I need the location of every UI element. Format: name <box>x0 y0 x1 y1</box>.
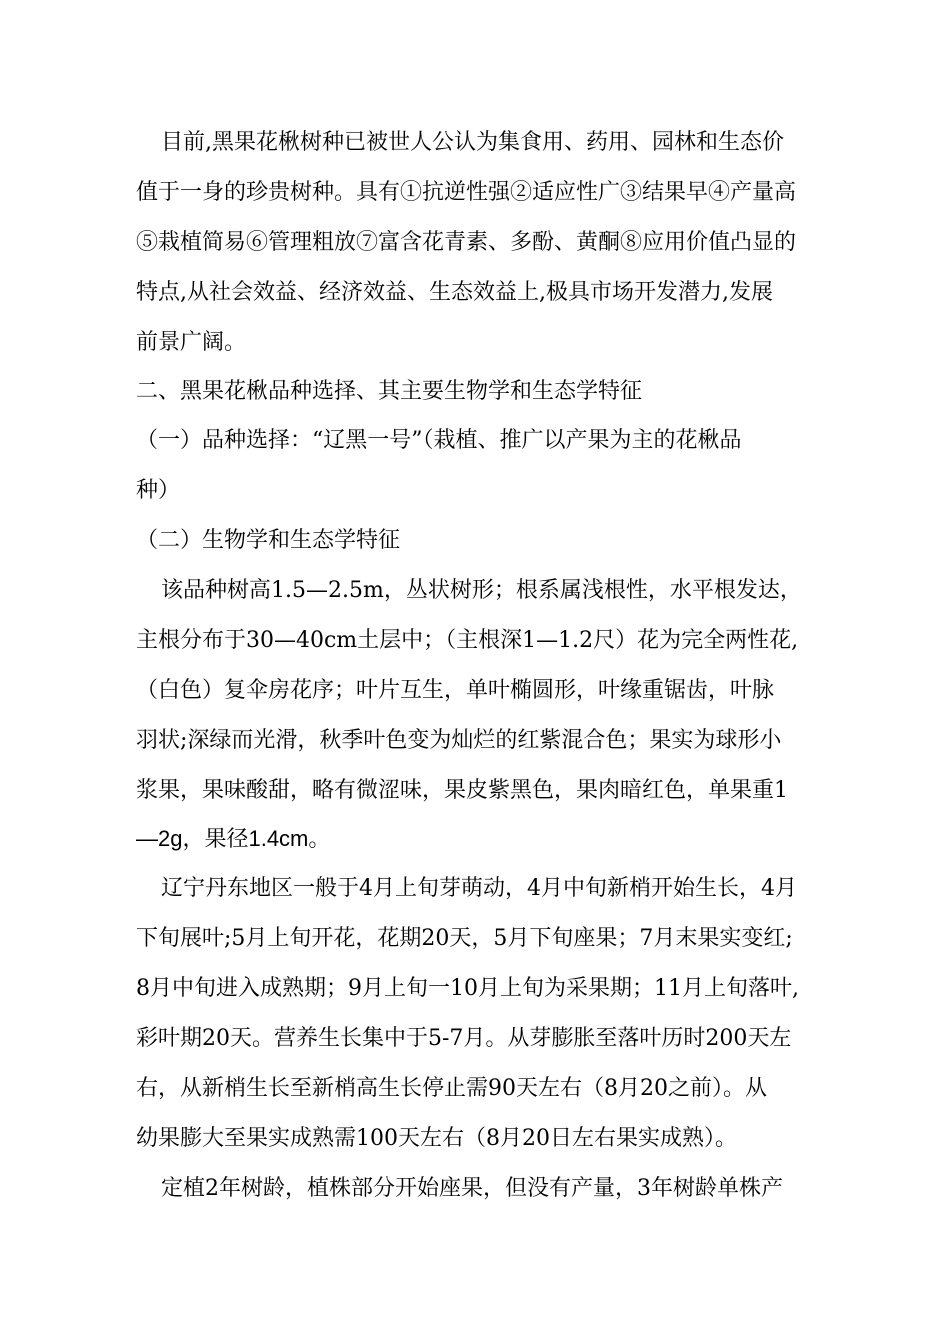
paragraph-2-line-3: （白色）复伞房花序；叶片互生，单叶椭圆形，叶缘重锯齿，叶脉 <box>136 678 775 703</box>
paragraph-2-line-2: 主根分布于30—40cm土层中；（主根深1—1.2尺）花为完全两性花, <box>136 628 799 653</box>
paragraph-3-line-6: 幼果膨大至果实成熟需100天左右（8月20日左右果实成熟）。 <box>136 1126 737 1151</box>
paragraph-3-line-5: 右，从新梢生长至新梢高生长停止需90天左右（8月20之前）。从 <box>136 1076 767 1101</box>
paragraph-1-line-2: 值于一身的珍贵树种。具有①抗逆性强②适应性广③结果早④产量高 <box>136 180 797 205</box>
paragraph-2-line-4: 羽状;深绿而光滑，秋季叶色变为灿烂的红紫混合色；果实为球形小 <box>136 728 782 753</box>
paragraph-3-line-1: 辽宁丹东地区一般于4月上旬芽萌动，4月中旬新梢开始生长，4月 <box>161 876 797 901</box>
section-heading-2: 二、黑果花楸品种选择、其主要生物学和生态学特征 <box>136 379 643 404</box>
paragraph-2-line-6: —2g，果径1.4cm。 <box>136 826 331 851</box>
subheading-1-line-2: 种） <box>136 478 181 503</box>
paragraph-1-line-4: 特点,从社会效益、经济效益、生态效益上,极具市场开发潜力,发展 <box>136 280 773 305</box>
paragraph-3-line-2: 下旬展叶;5月上旬开花，花期20天，5月下旬座果；7月末果实变红; <box>136 926 793 951</box>
paragraph-4-line-1: 定植2年树龄，植株部分开始座果，但没有产量，3年树龄单株产 <box>161 1176 783 1201</box>
paragraph-3-line-4: 彩叶期20天。营养生长集中于5-7月。从芽膨胀至落叶历时200天左 <box>136 1026 792 1051</box>
paragraph-1-line-3: ⑤栽植简易⑥管理粗放⑦富含花青素、多酚、黄酮⑧应用价值凸显的 <box>136 230 797 255</box>
paragraph-1-line-1: 目前,黑果花楸树种已被世人公认为集食用、药用、园林和生态价 <box>161 130 784 155</box>
subheading-1-line-1: （一）品种选择：“辽黑一号”（栽植、推广以产果为主的花楸品 <box>136 428 742 453</box>
paragraph-3-line-3: 8月中旬进入成熟期；9月上旬一10月上旬为采果期；11月上旬落叶, <box>136 976 799 1001</box>
paragraph-2-line-1: 该品种树高1.5—2.5m，丛状树形；根系属浅根性，水平根发达， <box>161 578 802 603</box>
paragraph-2-line-5: 浆果，果味酸甜，略有微涩味，果皮紫黑色，果肉暗红色，单果重1 <box>136 778 788 803</box>
subheading-2: （二）生物学和生态学特征 <box>136 528 401 553</box>
paragraph-1-line-5: 前景广阔。 <box>136 330 247 355</box>
